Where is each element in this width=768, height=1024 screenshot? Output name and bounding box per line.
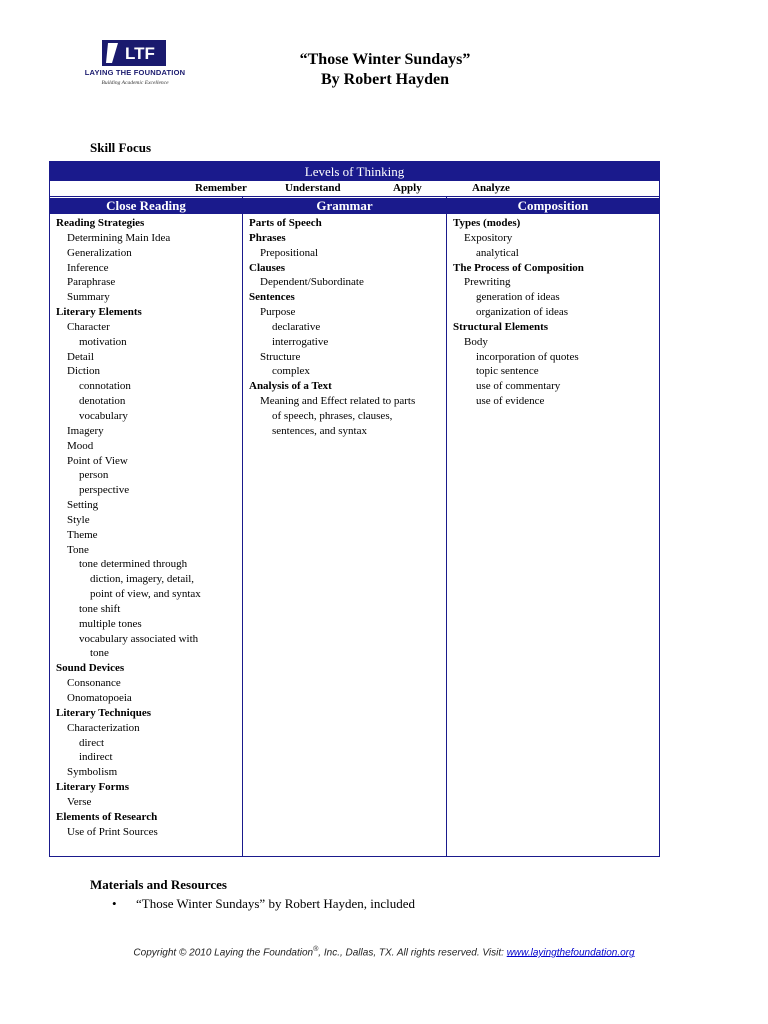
composition-item: analytical <box>476 246 519 259</box>
composition-item: use of evidence <box>476 395 545 408</box>
close-reading-item: diction, imagery, detail, <box>90 573 195 586</box>
composition-item: incorporation of quotes <box>476 350 579 363</box>
close-reading-item: perspective <box>79 484 130 497</box>
grammar-item: Sentences <box>249 291 295 304</box>
close-reading-item: indirect <box>79 751 113 764</box>
close-reading-item: Imagery <box>67 424 104 437</box>
close-reading-item: Elements of Research <box>56 810 158 823</box>
grammar-item: Phrases <box>249 231 286 244</box>
close-reading-item: Consonance <box>67 677 121 690</box>
level-analyze: Analyze <box>472 182 510 194</box>
close-reading-item: vocabulary associated with <box>79 632 199 645</box>
close-reading-item: tone <box>90 647 109 660</box>
grammar-item: Clauses <box>249 261 286 274</box>
close-reading-item: Literary Techniques <box>56 706 152 719</box>
composition-item: Structural Elements <box>453 320 549 333</box>
grammar-item: sentences, and syntax <box>272 424 367 437</box>
copyright-text-rest: , Inc., Dallas, TX. All rights reserved. Visit: <box>318 947 507 959</box>
level-apply: Apply <box>393 182 422 194</box>
levels-of-thinking-header: Levels of Thinking <box>50 162 659 181</box>
grammar-item: Analysis of a Text <box>249 380 332 393</box>
copyright-footer <box>0 946 768 958</box>
close-reading-item: Literary Elements <box>56 306 142 319</box>
grammar-list <box>249 216 415 439</box>
close-reading-item: Paraphrase <box>67 276 116 289</box>
close-reading-item: Setting <box>67 499 99 512</box>
grammar-item: Dependent/Subordinate <box>260 276 364 289</box>
grammar-item: declarative <box>272 320 321 333</box>
close-reading-item: Style <box>67 513 90 526</box>
svg-text:LTF: LTF <box>125 44 155 63</box>
skill-focus-heading: Skill Focus <box>90 140 152 155</box>
copyright-text: Copyright © 2010 Laying the Foundation <box>133 947 314 959</box>
grammar-item: of speech, phrases, clauses, <box>272 409 393 422</box>
level-understand: Understand <box>285 182 341 194</box>
close-reading-item: Onomatopoeia <box>67 692 132 704</box>
close-reading-item: Determining Main Idea <box>67 231 171 244</box>
poem-author: By Robert Hayden <box>321 71 449 88</box>
close-reading-item: Symbolism <box>67 766 118 779</box>
close-reading-item: vocabulary <box>79 409 128 422</box>
registered-mark: ® <box>313 946 319 953</box>
document-title <box>260 50 510 90</box>
close-reading-item: Theme <box>67 528 98 541</box>
close-reading-item: Use of Print Sources <box>67 825 158 838</box>
close-reading-item: Mood <box>67 439 94 452</box>
composition-item: generation of ideas <box>476 291 560 304</box>
bullet-icon: • <box>112 896 117 911</box>
composition-item: Body <box>464 335 488 348</box>
grammar-item: interrogative <box>272 335 329 348</box>
close-reading-item: Generalization <box>67 246 132 259</box>
grammar-item: complex <box>272 365 310 378</box>
close-reading-item: person <box>79 469 109 482</box>
close-reading-item: tone determined through <box>79 558 188 571</box>
close-reading-item: Sound Devices <box>56 662 125 675</box>
ltf-website-link[interactable]: www.layingthefoundation.org <box>506 947 635 959</box>
composition-item: Prewriting <box>464 276 511 289</box>
column-divider <box>242 196 243 856</box>
column-header-grammar: Grammar <box>243 198 446 214</box>
composition-item: Expository <box>464 231 513 244</box>
close-reading-item: point of view, and syntax <box>90 588 201 601</box>
close-reading-item: Point of View <box>67 454 128 467</box>
ltf-logo <box>80 40 190 92</box>
composition-item: The Process of Composition <box>453 261 584 274</box>
grammar-item: Purpose <box>260 306 296 319</box>
composition-item: organization of ideas <box>476 306 569 319</box>
logo-name: LAYING THE FOUNDATION <box>84 68 186 77</box>
close-reading-item: motivation <box>79 335 127 348</box>
levels-row <box>50 181 659 197</box>
composition-item: use of commentary <box>476 380 561 393</box>
close-reading-item: multiple tones <box>79 617 142 630</box>
close-reading-item: Reading Strategies <box>56 217 145 229</box>
ltf-logo-mark-icon <box>102 40 166 66</box>
materials-list-item <box>112 896 415 912</box>
close-reading-item: Verse <box>67 795 92 808</box>
close-reading-item: Summary <box>67 291 110 304</box>
column-divider <box>446 196 447 856</box>
close-reading-item: Detail <box>67 350 94 363</box>
close-reading-item: denotation <box>79 395 126 408</box>
close-reading-list <box>56 216 201 839</box>
close-reading-item: Tone <box>67 543 89 556</box>
grammar-item: Parts of Speech <box>249 217 322 229</box>
close-reading-item: Characterization <box>67 721 140 734</box>
grammar-item: Prepositional <box>260 246 319 259</box>
close-reading-item: Literary Forms <box>56 781 129 794</box>
skill-focus-table <box>49 161 660 857</box>
materials-item-text: “Those Winter Sundays” by Robert Hayden, included <box>136 896 416 911</box>
composition-item: Types (modes) <box>453 217 521 229</box>
column-header-close-reading: Close Reading <box>50 198 242 214</box>
close-reading-item: Diction <box>67 365 100 378</box>
close-reading-item: Inference <box>67 261 109 274</box>
grammar-item: Structure <box>260 350 301 363</box>
composition-list <box>453 216 584 409</box>
materials-heading: Materials and Resources <box>90 877 227 892</box>
poem-title: “Those Winter Sundays” <box>299 51 471 68</box>
level-remember: Remember <box>195 182 247 194</box>
close-reading-item: Character <box>67 320 110 333</box>
logo-tagline: Building Academic Excellence <box>101 80 169 86</box>
close-reading-item: tone shift <box>79 602 121 615</box>
column-header-composition: Composition <box>447 198 659 214</box>
close-reading-item: connotation <box>79 380 131 393</box>
close-reading-item: direct <box>79 736 105 749</box>
grammar-item: Meaning and Effect related to parts <box>260 395 416 408</box>
composition-item: topic sentence <box>476 365 539 378</box>
